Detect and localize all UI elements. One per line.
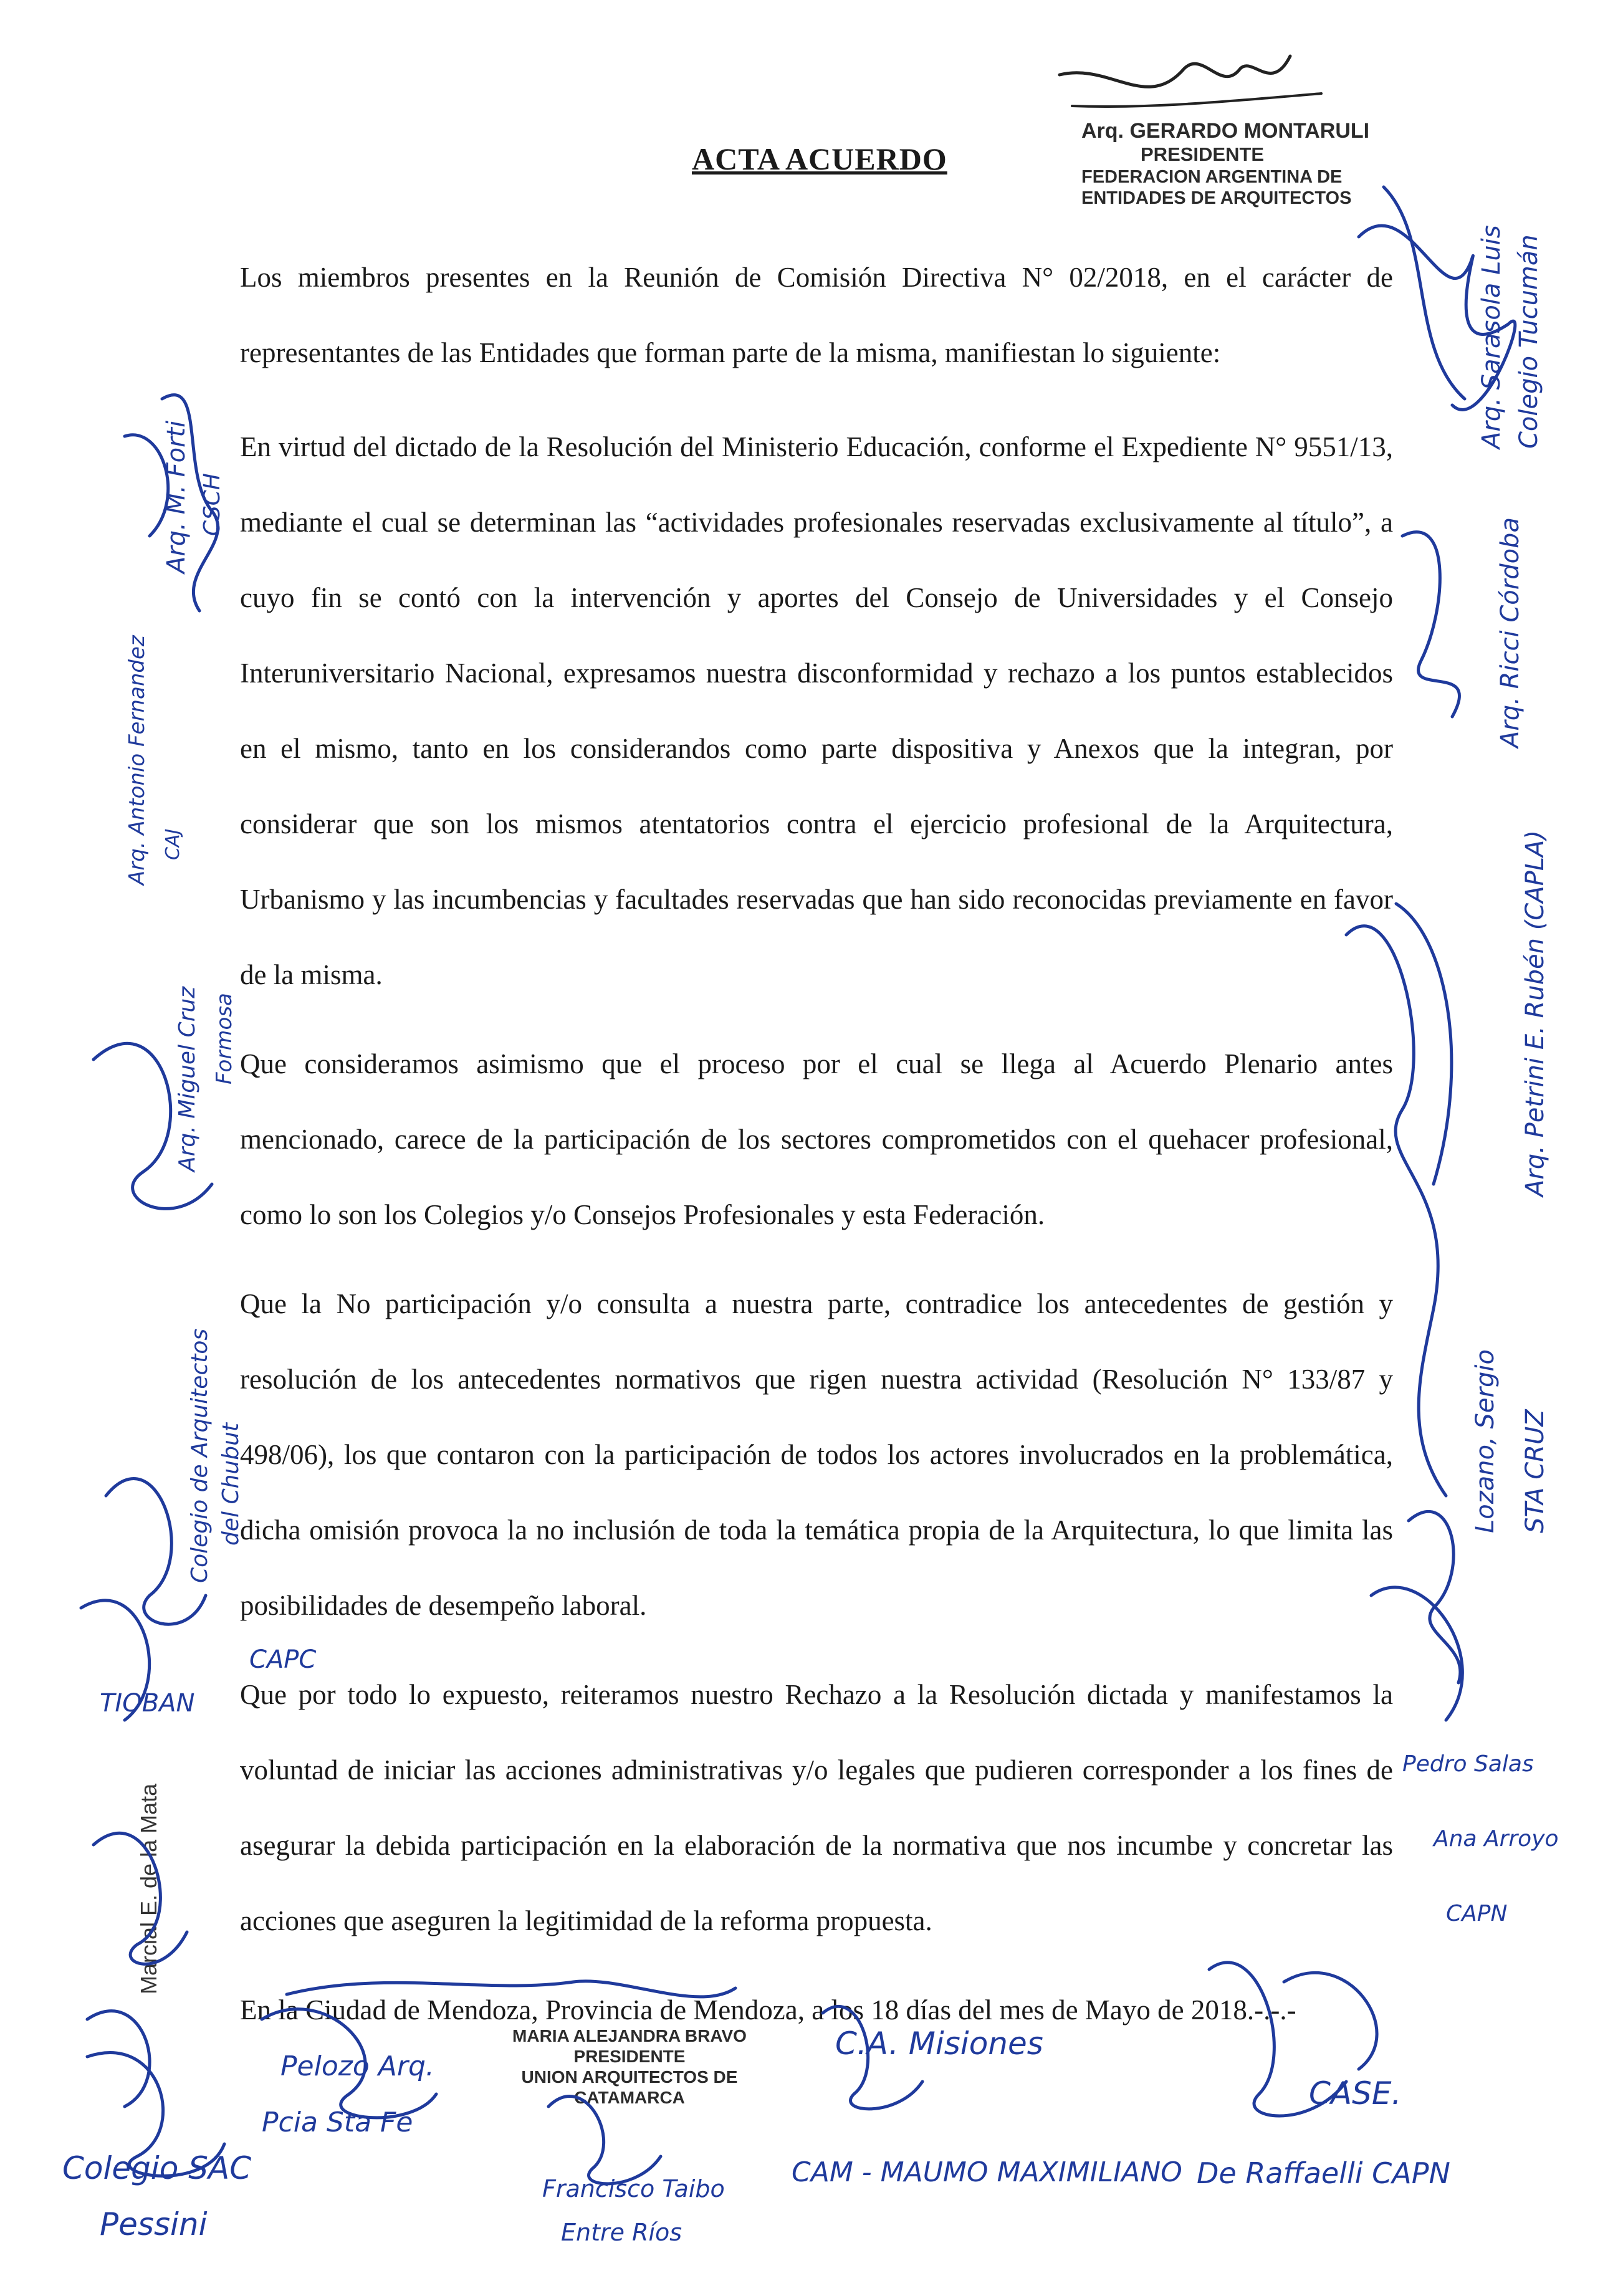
document-title: ACTA ACUERDO [692, 141, 947, 176]
handwritten-org-bottom-3: Entre Ríos [561, 2219, 682, 2246]
stamp-org-line2: ENTIDADES DE ARQUITECTOS [1081, 188, 1352, 208]
handwritten-name-left-4: Colegio de Arquitectos [187, 1328, 213, 1583]
document-body [240, 240, 1393, 2062]
president-stamp-top [1081, 118, 1381, 209]
paragraph-process: Que consideramos asimismo que el proceso por el cual se llega al Acuerdo Plenario antes mencionado, carece de la participación de los sectores comprometidos con el quehacer profesional, como lo son los Colegios y/o Consejos Profesionales y esta Federación. [240, 1048, 1393, 1230]
handwritten-org-bottom-4: CAM - MAUMO MAXIMILIANO [792, 2156, 1182, 2188]
handwritten-org-left-4: del Chubut [218, 1423, 244, 1546]
handwritten-name-bottom-2: Pelozo Arq. [280, 2050, 434, 2082]
margin-vertical-name: Marcial E. de la Mata [136, 1783, 161, 1994]
handwritten-org-left-3: Formosa [212, 993, 237, 1084]
stamp-name: Arq. GERARDO MONTARULI [1081, 119, 1370, 143]
handwritten-name-bottom-1: Colegio SAC [62, 2150, 252, 2186]
handwritten-org-bottom-5: De Raffaelli CAPN [1197, 2156, 1450, 2190]
handwritten-name-bottom-3: Francisco Taibo [542, 2175, 725, 2203]
handwritten-name-left-5: TIOBAN [100, 1689, 195, 1718]
handwritten-name-right-4: Lozano, Sergio [1471, 1349, 1500, 1533]
stamp-org-line1: FEDERACION ARGENTINA DE [1081, 166, 1343, 187]
handwritten-name-bottom-4: C.A. Misiones [835, 2026, 1043, 2062]
handwritten-org-bottom-2: Pcia Sta Fe [262, 2107, 413, 2138]
handwritten-org-right-6: CAPN [1446, 1901, 1508, 1926]
handwritten-org-right-1: Colegio Tucumán [1515, 234, 1543, 449]
paragraph-resolution: En virtud del dictado de la Resolución del Ministerio Educación, conforme el Expediente N° 9551/13, mediante el cual se determinan las “actividades profesionales reservadas exclusivamente al título”, a cuyo fin se contó con la intervención y aportes del Consejo de Universidades y el Consejo Interuniversitario Nacional, expresamos nuestra disconformidad y rechazo a los puntos establecidos en el mismo, tanto en los considerandos como parte dispositiva y Anexos que la integran, por considerar que son los mismos atentatorios contra el ejercicio profesional de la Arquitectura, Urbanismo y las incumbencias y facultades reservadas que han sido reconocidas previamente en favor de la misma. [240, 431, 1393, 990]
handwritten-org-right-4: STA CRUZ [1521, 1409, 1549, 1533]
handwritten-name-right-1: Arq. Sarasola Luis [1477, 225, 1506, 449]
stamp-bottom-org: UNION ARQUITECTOS DE CATAMARCA [521, 2067, 738, 2108]
handwritten-name-right-5: Pedro Salas [1402, 1751, 1534, 1777]
handwritten-org-left-5: CAPC [249, 1645, 317, 1674]
handwritten-org-left-1: CSCH [199, 473, 225, 536]
handwritten-org-bottom-1: Pessini [100, 2206, 208, 2242]
handwritten-name-right-2: Arq. Ricci Córdoba [1496, 517, 1525, 748]
handwritten-name-left-3: Arq. Miguel Cruz [175, 986, 200, 1172]
stamp-role: PRESIDENTE [1141, 143, 1265, 166]
paragraph-rejection: Que por todo lo expuesto, reiteramos nuestro Rechazo a la Resolución dictada y manifestamos la voluntad de iniciar las acciones administrativas y/o legales que pudieren corresponder a los fines de asegurar la debida participación en la elaboración de la normativa que nos incumbe y concretar las acciones que aseguren la legitimidad de la reforma propuesta. [240, 1679, 1393, 1936]
handwritten-name-right-3: Arq. Petrini E. Rubén (CAPLA) [1521, 830, 1549, 1197]
handwritten-name-left-2: Arq. Antonio Fernandez [125, 635, 150, 885]
paragraph-participation: Que la No participación y/o consulta a nuestra parte, contradice los antecedentes de gestión y resolución de los antecedentes normativos que rigen nuestra actividad (Resolución N° 133/87 y 498/06), los que contaron con la participación de todos los actores involucrados en la problemática, dicha omisión provoca la no inclusión de toda la temática propia de la Arquitectura, lo que limita las posibilidades de desempeño laboral. [240, 1288, 1393, 1621]
president-stamp-bottom [486, 2026, 773, 2108]
handwritten-name-bottom-5: CASE. [1309, 2075, 1402, 2112]
handwritten-org-left-2: CAJ [162, 828, 184, 860]
stamp-bottom-role: PRESIDENTE [573, 2047, 686, 2067]
handwritten-name-left-1: Arq. M. Forti [162, 420, 191, 573]
paragraph-place-date: En la Ciudad de Mendoza, Provincia de Mendoza, a los 18 días del mes de Mayo de 2018.-.-.- [240, 1994, 1296, 2026]
handwritten-name-right-6: Ana Arroyo [1434, 1826, 1559, 1852]
stamp-bottom-name: MARIA ALEJANDRA BRAVO [512, 2026, 747, 2045]
paragraph-intro: Los miembros presentes en la Reunión de Comisión Directiva N° 02/2018, en el carácter de representantes de las Entidades que forman parte de la misma, manifiestan lo siguiente: [240, 262, 1393, 368]
